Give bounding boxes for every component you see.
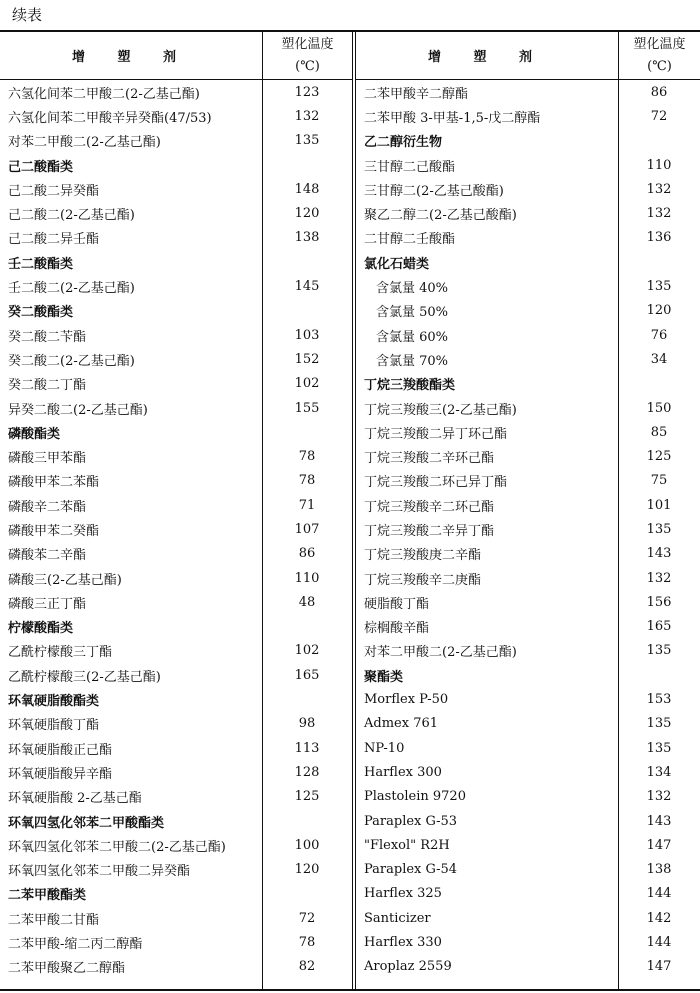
plasticizer-name: 三甘醇二(2-乙基己酸酯) — [364, 183, 504, 199]
plasticizing-temperature — [262, 615, 352, 639]
table-row — [0, 639, 352, 663]
plasticizer-name: 己二酸二异壬酯 — [8, 232, 100, 248]
plasticizer-name: 己二酸二(2-乙基己酯) — [8, 208, 135, 224]
plasticizing-temperature: 102 — [294, 643, 320, 659]
plasticizer-name: 乙酰柠檬酸三(2-乙基己酯) — [8, 669, 161, 685]
plasticizer-name: Paraplex G-54 — [364, 862, 458, 878]
table-row — [0, 444, 352, 468]
table-row — [356, 396, 700, 420]
table-row — [356, 201, 700, 225]
category-name: 磷酸酯类 — [8, 426, 61, 442]
table-row — [0, 955, 352, 979]
table-row — [356, 615, 700, 639]
plasticizing-temperature: 153 — [646, 692, 672, 708]
table-row — [356, 274, 700, 298]
plasticizing-temperature: 128 — [294, 764, 320, 780]
plasticizing-temperature: 135 — [646, 716, 672, 732]
plasticizing-temperature: 135 — [646, 279, 672, 295]
table-row — [0, 663, 352, 687]
table-row — [0, 469, 352, 493]
plasticizer-name: 丁烷三羧酸庚二辛酯 — [364, 548, 482, 564]
table-row — [356, 469, 700, 493]
table-row — [356, 323, 700, 347]
plasticizing-temperature: 136 — [646, 230, 672, 246]
header-temp-label: 塑化温度 — [281, 36, 334, 52]
continued-caption: 续表 — [12, 6, 43, 24]
plasticizing-temperature: 85 — [650, 424, 668, 440]
table-row — [0, 323, 352, 347]
plasticizer-name: 癸二酸二(2-乙基己酯) — [8, 353, 135, 369]
plasticizing-temperature — [618, 372, 700, 396]
header-temperature — [262, 32, 352, 79]
plasticizing-temperature: 107 — [294, 521, 320, 537]
table-row — [0, 129, 352, 153]
table-row — [356, 712, 700, 736]
plasticizer-name: 环氧硬脂酸丁酯 — [8, 718, 100, 734]
table-row — [0, 493, 352, 517]
plasticizing-temperature: 156 — [646, 594, 672, 610]
plasticizing-temperature: 72 — [298, 910, 316, 926]
plasticizer-name: 含氯量 40% — [376, 281, 449, 297]
table-row — [0, 517, 352, 541]
plasticizer-name: 丁烷三羧酸辛二环己酯 — [364, 499, 495, 515]
table-row — [356, 80, 700, 104]
table-row — [0, 590, 352, 614]
plasticizer-name: 己二酸二异癸酯 — [8, 183, 100, 199]
plasticizer-name: 丁烷三羧酸二辛环己酯 — [364, 451, 495, 467]
plasticizing-temperature: 150 — [646, 400, 672, 416]
plasticizing-temperature: 120 — [646, 303, 672, 319]
plasticizing-temperature: 135 — [646, 740, 672, 756]
table-row — [356, 299, 700, 323]
table-row — [0, 274, 352, 298]
category-row — [0, 687, 352, 711]
plasticizer-name: Admex 761 — [364, 716, 439, 732]
plasticizer-name: 六氢化间苯二甲酸二(2-乙基己酯) — [8, 86, 200, 102]
plasticizing-temperature: 71 — [298, 497, 316, 513]
plasticizer-name: 硬脂酸丁酯 — [364, 596, 430, 612]
plasticizer-name: 磷酸三正丁酯 — [8, 596, 87, 612]
plasticizer-name: 丁烷三羧酸二异丁环己酯 — [364, 426, 508, 442]
plasticizing-temperature: 72 — [650, 108, 668, 124]
table-row — [356, 955, 700, 979]
plasticizing-temperature — [262, 420, 352, 444]
plasticizing-temperature: 138 — [294, 230, 320, 246]
table-left-half — [0, 32, 352, 989]
plasticizing-temperature: 132 — [646, 789, 672, 805]
plasticizer-name: 聚乙二醇二(2-乙基己酸酯) — [364, 208, 517, 224]
plasticizing-temperature: 145 — [294, 279, 320, 295]
table-row — [356, 736, 700, 760]
plasticizer-name: Plastolein 9720 — [364, 789, 466, 805]
table-row — [356, 882, 700, 906]
plasticizer-name: 丁烷三羧酸二辛异丁酯 — [364, 523, 495, 539]
plasticizer-name: 磷酸三甲苯酯 — [8, 451, 87, 467]
plasticizer-name: 环氧四氢化邻苯二甲酸二异癸酯 — [8, 864, 191, 880]
table-row — [0, 930, 352, 954]
plasticizer-name: 对苯二甲酸二(2-乙基己酯) — [364, 645, 517, 661]
category-name: 环氧四氢化邻苯二甲酸酯类 — [8, 815, 165, 831]
table-row — [0, 177, 352, 201]
category-name: 癸二酸酯类 — [8, 305, 74, 321]
table-row — [356, 420, 700, 444]
category-row — [0, 615, 352, 639]
plasticizer-name: 乙酰柠檬酸三丁酯 — [8, 645, 113, 661]
plasticizing-temperature: 144 — [646, 886, 672, 902]
table-row — [0, 736, 352, 760]
header-plasticizer: 增 塑 剂 — [427, 50, 547, 65]
plasticizing-temperature: 142 — [646, 910, 672, 926]
plasticizer-name: Harflex 325 — [364, 886, 442, 902]
plasticizer-name: 二苯甲酸-缩二丙二醇酯 — [8, 937, 143, 953]
plasticizing-temperature: 132 — [646, 570, 672, 586]
table-row — [0, 906, 352, 930]
plasticizing-temperature: 165 — [294, 667, 320, 683]
plasticizing-temperature: 86 — [650, 84, 668, 100]
plasticizing-temperature: 48 — [298, 594, 316, 610]
right-rows — [356, 80, 700, 979]
plasticizing-temperature: 148 — [294, 181, 320, 197]
plasticizing-temperature: 125 — [294, 789, 320, 805]
category-row — [356, 129, 700, 153]
table-row — [0, 396, 352, 420]
plasticizing-temperature: 144 — [646, 935, 672, 951]
plasticizing-temperature — [262, 687, 352, 711]
plasticizing-temperature: 103 — [294, 327, 320, 343]
plasticizing-temperature: 138 — [646, 862, 672, 878]
category-row — [0, 299, 352, 323]
table-row — [356, 639, 700, 663]
plasticizer-name: NP-10 — [364, 740, 405, 756]
plasticizing-temperature: 143 — [646, 813, 672, 829]
table-row — [0, 712, 352, 736]
plasticizer-name: 丁烷三羧酸二环己异丁酯 — [364, 475, 508, 491]
category-name: 乙二醇衍生物 — [364, 135, 443, 151]
plasticizing-temperature: 132 — [294, 108, 320, 124]
plasticizer-name: 六氢化间苯二甲酸辛异癸酯(47/53) — [8, 110, 212, 126]
plasticizer-name: 二甘醇二壬酸酯 — [364, 232, 456, 248]
table-row — [356, 542, 700, 566]
category-row — [356, 372, 700, 396]
category-row — [0, 809, 352, 833]
plasticizing-temperature: 101 — [646, 497, 672, 513]
plasticizing-temperature: 75 — [650, 473, 668, 489]
plasticizing-temperature: 135 — [646, 643, 672, 659]
plasticizing-temperature — [262, 299, 352, 323]
plasticizer-name: 对苯二甲酸二(2-乙基己酯) — [8, 135, 161, 151]
plasticizer-name: 三甘醇二己酸酯 — [364, 159, 456, 175]
table-row — [356, 347, 700, 371]
plasticizing-temperature: 100 — [294, 837, 320, 853]
table-row — [0, 201, 352, 225]
plasticizing-temperature: 113 — [294, 740, 320, 756]
plasticizing-temperature: 98 — [298, 716, 316, 732]
plasticizing-temperature: 110 — [294, 570, 320, 586]
plasticizer-name: "Flexol" R2H — [364, 837, 450, 853]
plasticizing-temperature: 76 — [650, 327, 668, 343]
plasticizing-temperature — [618, 250, 700, 274]
plasticizer-name: 磷酸甲苯二苯酯 — [8, 475, 100, 491]
plasticizing-temperature: 34 — [650, 351, 668, 367]
table-row — [0, 542, 352, 566]
header-temp-unit: (℃) — [295, 58, 320, 74]
table-row — [0, 347, 352, 371]
plasticizing-temperature: 152 — [294, 351, 320, 367]
plasticizer-name: 二苯甲酸 3-甲基-1,5-戊二醇酯 — [364, 110, 541, 126]
plasticizer-name: 丁烷三羧酸辛二庚酯 — [364, 572, 482, 588]
plasticizing-temperature: 165 — [646, 619, 672, 635]
category-row — [0, 250, 352, 274]
plasticizer-name: 丁烷三羧酸三(2-乙基己酯) — [364, 402, 517, 418]
table-header-right — [356, 32, 700, 80]
category-name: 氯化石蜡类 — [364, 256, 430, 272]
plasticizing-temperature: 120 — [294, 862, 320, 878]
table-row — [356, 809, 700, 833]
category-name: 柠檬酸酯类 — [8, 621, 74, 637]
category-row — [0, 153, 352, 177]
table-row — [356, 858, 700, 882]
plasticizer-name: Morflex P-50 — [364, 692, 449, 708]
plasticizer-name: 癸二酸二丁酯 — [8, 378, 87, 394]
plasticizing-temperature: 155 — [294, 400, 320, 416]
table-row — [356, 566, 700, 590]
table-row — [356, 493, 700, 517]
category-name: 丁烷三羧酸酯类 — [364, 378, 456, 394]
plasticizing-temperature: 102 — [294, 376, 320, 392]
table-row — [0, 104, 352, 128]
header-temperature — [618, 32, 700, 79]
plasticizer-name: Santicizer — [364, 910, 431, 926]
plasticizing-temperature: 120 — [294, 206, 320, 222]
plasticizing-temperature: 132 — [646, 206, 672, 222]
plasticizer-name: 环氧硬脂酸异辛酯 — [8, 766, 113, 782]
table-row — [0, 80, 352, 104]
plasticizing-temperature: 135 — [294, 133, 320, 149]
plasticizer-name: 磷酸辛二苯酯 — [8, 499, 87, 515]
table-right-half — [356, 32, 700, 989]
plasticizing-temperature: 135 — [646, 521, 672, 537]
plasticizing-temperature: 78 — [298, 449, 316, 465]
table-row — [356, 104, 700, 128]
table-row — [356, 930, 700, 954]
table-row — [356, 153, 700, 177]
plasticizing-temperature — [618, 663, 700, 687]
plasticizer-name: 棕榈酸辛酯 — [364, 621, 430, 637]
table-row — [0, 785, 352, 809]
plasticizer-name: 含氯量 50% — [376, 305, 449, 321]
plasticizing-temperature: 125 — [646, 449, 672, 465]
table-row — [356, 785, 700, 809]
plasticizer-name: Paraplex G-53 — [364, 813, 458, 829]
plasticizer-name: 环氧四氢化邻苯二甲酸二(2-乙基己酯) — [8, 839, 226, 855]
plasticizer-name: 含氯量 60% — [376, 329, 449, 345]
category-name: 聚酯类 — [364, 669, 404, 685]
plasticizer-name: 二苯甲酸聚乙二醇酯 — [8, 961, 126, 977]
category-row — [0, 420, 352, 444]
plasticizing-temperature: 134 — [646, 764, 672, 780]
table-row — [356, 760, 700, 784]
plasticizer-name: 环氧硬脂酸正己酯 — [8, 742, 113, 758]
plasticizer-name: Harflex 300 — [364, 764, 442, 780]
table-row — [0, 833, 352, 857]
plasticizing-temperature: 78 — [298, 935, 316, 951]
plasticizer-name: 二苯甲酸辛二醇酯 — [364, 86, 469, 102]
table-row — [0, 858, 352, 882]
table-row — [356, 687, 700, 711]
plasticizer-name: 环氧硬脂酸 2-乙基己酯 — [8, 791, 142, 807]
header-temp-unit: (℃) — [647, 58, 672, 74]
table-row — [0, 566, 352, 590]
category-row — [356, 663, 700, 687]
category-row — [356, 250, 700, 274]
header-temp-label: 塑化温度 — [633, 36, 686, 52]
category-row — [0, 882, 352, 906]
table-row — [356, 226, 700, 250]
plasticizer-name: 异癸二酸二(2-乙基己酯) — [8, 402, 148, 418]
plasticizing-temperature: 110 — [646, 157, 672, 173]
table-row — [0, 760, 352, 784]
table-header-left — [0, 32, 352, 80]
plasticizer-name: 壬二酸二(2-乙基己酯) — [8, 281, 135, 297]
table-row — [356, 590, 700, 614]
table-row — [356, 177, 700, 201]
plasticizer-table — [0, 30, 700, 991]
plasticizing-temperature: 78 — [298, 473, 316, 489]
left-rows — [0, 80, 352, 979]
plasticizing-temperature — [618, 129, 700, 153]
plasticizing-temperature — [262, 809, 352, 833]
category-name: 壬二酸酯类 — [8, 256, 74, 272]
plasticizer-name: 磷酸甲苯二癸酯 — [8, 523, 100, 539]
plasticizing-temperature: 82 — [298, 959, 316, 975]
plasticizer-name: Harflex 330 — [364, 935, 442, 951]
plasticizer-name: 含氯量 70% — [376, 353, 449, 369]
plasticizing-temperature: 147 — [646, 837, 672, 853]
header-plasticizer: 增 塑 剂 — [71, 50, 191, 65]
plasticizing-temperature — [262, 250, 352, 274]
plasticizing-temperature: 86 — [298, 546, 316, 562]
table-row — [356, 517, 700, 541]
category-name: 环氧硬脂酸酯类 — [8, 694, 100, 710]
table-row — [356, 444, 700, 468]
table-row — [0, 226, 352, 250]
plasticizing-temperature: 147 — [646, 959, 672, 975]
plasticizing-temperature: 123 — [294, 84, 320, 100]
plasticizer-name: 磷酸三(2-乙基己酯) — [8, 572, 122, 588]
table-row — [356, 833, 700, 857]
plasticizer-name: 磷酸苯二辛酯 — [8, 548, 87, 564]
category-name: 二苯甲酸酯类 — [8, 888, 87, 904]
plasticizer-name: 二苯甲酸二甘酯 — [8, 912, 100, 928]
table-row — [356, 906, 700, 930]
plasticizer-name: Aroplaz 2559 — [364, 959, 452, 975]
table-row — [0, 372, 352, 396]
plasticizing-temperature — [262, 153, 352, 177]
plasticizing-temperature: 132 — [646, 181, 672, 197]
category-name: 己二酸酯类 — [8, 159, 74, 175]
plasticizing-temperature: 143 — [646, 546, 672, 562]
plasticizer-name: 癸二酸二苄酯 — [8, 329, 87, 345]
plasticizing-temperature — [262, 882, 352, 906]
